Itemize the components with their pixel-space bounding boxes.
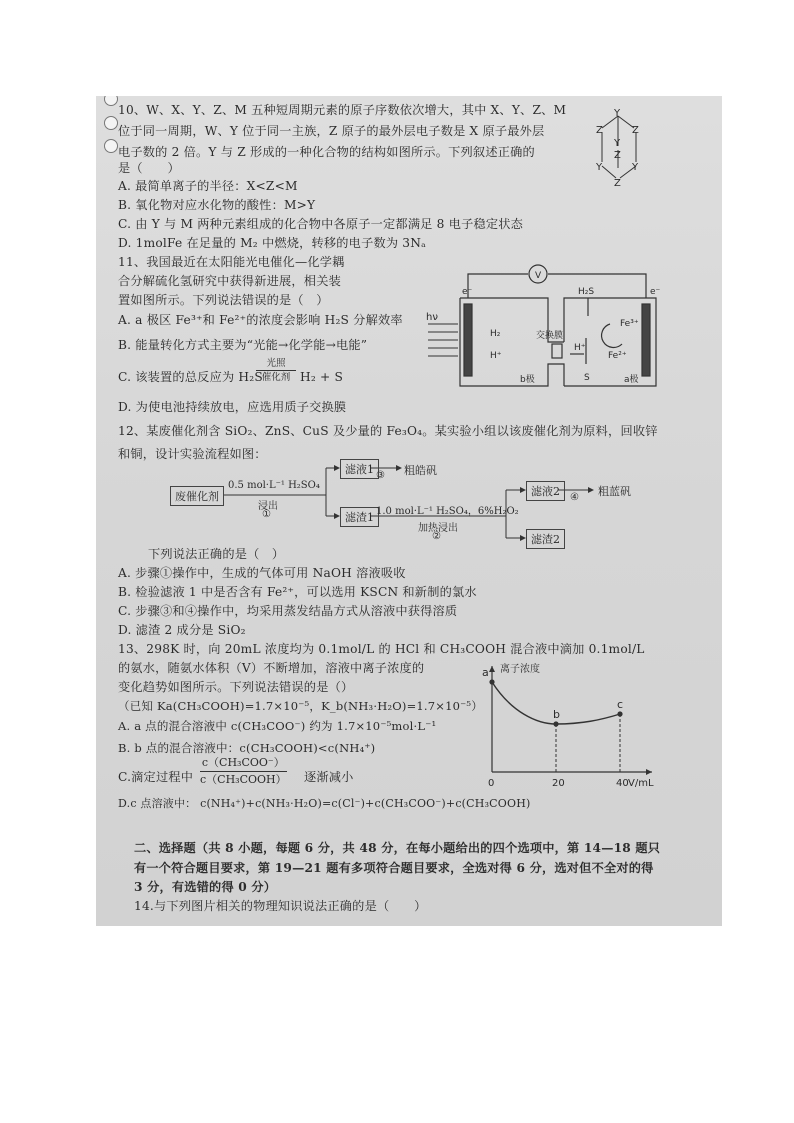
q13-fraction-bar — [200, 771, 287, 772]
hplus-label: H⁺ — [490, 351, 502, 361]
flow-step1-num: ① — [262, 509, 271, 520]
section2-line-2: 有一个符合题目要求，第 19—21 题有多项符合题目要求，全选对得 6 分，选对但不全对的得 — [134, 861, 654, 875]
q10-line-4: 是（ ） — [118, 161, 180, 175]
q11-line-1: 11、我国最近在太阳能光电催化—化学耦 — [118, 255, 345, 269]
q13-line-3: 变化趋势如图所示。下列说法错误的是（） — [118, 680, 354, 694]
q10-line-1: 10、W、X、Y、Z、M 五种短周期元素的原子序数依次增大，其中 X、Y、Z、M — [118, 103, 567, 117]
flow-box-residue1: 滤渣1 — [340, 507, 379, 527]
electron-left: e⁻ — [462, 287, 473, 297]
x-tick-label-40: 40 — [616, 778, 629, 789]
q13-line-4: （已知 Ka(CH₃COOH)=1.7×10⁻⁵，K_b(NH₃·H₂O)=1.7×10⁻⁵） — [118, 699, 483, 713]
struct-y-right: Y — [632, 162, 639, 173]
q12-option-c: C. 步骤③和④操作中，均采用蒸发结晶方式从溶液中获得溶质 — [118, 604, 458, 618]
q11-option-c-prefix: C. 该装置的总反应为 H₂S — [118, 370, 263, 384]
q13-option-a: A. a 点的混合溶液中 c(CH₃COO⁻) 约为 1.7×10⁻⁵mol·L⁻¹ — [118, 719, 437, 733]
q13-line-1: 13、298K 时，向 20mL 浓度均为 0.1mol/L 的 HCl 和 CH₃COOH 混合液中滴加 0.1mol/L — [118, 642, 645, 656]
y-axis-label: 离子浓度 — [500, 664, 540, 675]
struct-z-left: Z — [596, 125, 603, 136]
flow-box-residue2: 滤渣2 — [526, 529, 565, 549]
q11-condition-catalyst: 催化剂 — [261, 372, 291, 383]
q11-condition-light: 光照 — [266, 358, 286, 369]
q10-line-3: 电子数的 2 倍。Y 与 Z 形成的一种化合物的结构如图所示。下列叙述正确的 — [118, 145, 535, 159]
h-arrow-label: H⁺ — [574, 343, 586, 353]
point-label-c: c — [617, 698, 624, 711]
q11-option-d: D. 为使电池持续放电，应选用质子交换膜 — [118, 400, 347, 414]
q11-option-b: B. 能量转化方式主要为“光能→化学能→电能” — [118, 338, 368, 352]
q12-question: 下列说法正确的是（ ） — [148, 547, 285, 561]
section2-line-3: 3 分，有选错的得 0 分） — [134, 880, 277, 894]
q13-fraction-numerator: c（CH₃COO⁻） — [201, 756, 285, 769]
struct-y-mid: Y — [614, 138, 621, 149]
x-tick-label-0: 0 — [488, 778, 495, 789]
flow-step2-reagent: 1.0 mol·L⁻¹ H₂SO₄，6%H₂O₂ — [376, 506, 519, 517]
flow-product1: 粗皓矾 — [404, 464, 437, 477]
q10-line-2: 位于同一周期，W、Y 位于同一主族，Z 原子的最外层电子数是 X 原子最外层 — [118, 124, 545, 138]
q11-condition-line — [256, 370, 296, 371]
q11-line-2: 合分解硫化氢研究中获得新进展，相关装 — [118, 274, 341, 288]
q14-stem: 14.与下列图片相关的物理知识说法正确的是（ ） — [134, 899, 427, 913]
flow-step1-sub: 浸出 — [258, 501, 278, 512]
y-axis-arrow — [489, 666, 495, 672]
q10-option-d: D. 1molFe 在足量的 M₂ 中燃烧，转移的电子数为 3Nₐ — [118, 236, 427, 250]
x-axis-label: V/mL — [628, 778, 654, 789]
flow-box-filtrate2: 滤液2 — [526, 481, 565, 501]
struct-z-bottom: Z — [614, 178, 621, 188]
voltmeter-label: V — [535, 271, 542, 281]
membrane-label: 交换膜 — [536, 331, 564, 341]
flow-product2: 粗蓝矾 — [598, 485, 631, 498]
b-pole-label: b极 — [520, 375, 535, 385]
struct-z-mid: Z — [614, 150, 621, 161]
a-pole-label: a极 — [624, 375, 639, 385]
q10-option-c: C. 由 Y 与 M 两种元素组成的化合物中各原子一定都满足 8 电子稳定状态 — [118, 217, 524, 231]
q13-option-d: D.c 点溶液中： c(NH₄⁺)+c(NH₃·H₂O)=c(Cl⁻)+c(CH₃COO⁻)+c(CH₃COOH) — [118, 797, 531, 810]
x-tick-label-20: 20 — [552, 778, 565, 789]
flow-step3-num: ③ — [376, 470, 385, 481]
x-axis-arrow — [646, 769, 652, 775]
q10-structure-diagram — [590, 106, 650, 188]
q13-fraction — [200, 756, 287, 787]
h2-label: H₂ — [490, 329, 501, 339]
fe3-label: Fe³⁺ — [620, 319, 639, 329]
q10-option-b: B. 氧化物对应水化物的酸性：M>Y — [118, 198, 316, 212]
q11-cell-diagram — [424, 264, 664, 392]
struct-y-left: Y — [596, 162, 603, 173]
flow-step2-sub: 加热浸出 — [418, 523, 458, 534]
q12-option-b: B. 检验滤液 1 中是否含有 Fe²⁺，可以选用 KSCN 和新制的氯水 — [118, 585, 477, 599]
fe2-label: Fe²⁺ — [608, 351, 627, 361]
q13-option-c-prefix: C.滴定过程中 — [118, 770, 194, 784]
q12-line-2: 和铜，设计实验流程如图： — [118, 447, 267, 461]
s-label: S — [584, 373, 590, 383]
electron-right: e⁻ — [650, 287, 661, 297]
point-label-b: b — [553, 708, 560, 721]
q12-option-d: D. 滤渣 2 成分是 SiO₂ — [118, 623, 246, 637]
exam-photo — [96, 96, 722, 926]
binder-hole-2 — [104, 116, 118, 130]
q13-line-2: 的氨水，随氨水体积（V）不断增加，溶液中离子浓度的 — [118, 661, 425, 675]
q13-fraction-denominator: c（CH₃COOH） — [200, 773, 287, 786]
q12-line-1: 12、某废催化剂含 SiO₂、ZnS、CuS 及少量的 Fe₃O₄。某实验小组以该废催化剂为原料，回收锌 — [118, 424, 658, 438]
flow-step2-num: ② — [432, 531, 441, 542]
q10-option-a: A. 最简单离子的半径：X<Z<M — [118, 179, 298, 193]
q13-option-c-suffix: 逐渐减小 — [304, 770, 354, 784]
struct-y-top: Y — [614, 108, 621, 119]
binder-hole-3 — [104, 139, 118, 153]
flow-step1-reagent: 0.5 mol·L⁻¹ H₂SO₄ — [228, 480, 320, 491]
q11-option-c-suffix: H₂ + S — [300, 370, 344, 384]
q13-option-b: B. b 点的混合溶液中：c(CH₃COOH)<c(NH₄⁺) — [118, 741, 376, 755]
q11-option-a: A. a 极区 Fe³⁺和 Fe²⁺的浓度会影响 H₂S 分解效率 — [118, 313, 403, 327]
q13-chart — [470, 654, 660, 794]
q11-line-3: 置如图所示。下列说法错误的是（ ） — [118, 293, 329, 307]
flow-step4-num: ④ — [570, 492, 579, 503]
point-label-a: a — [482, 666, 489, 679]
binder-hole-1 — [104, 96, 118, 106]
flow-box-filtrate1: 滤液1 — [340, 459, 379, 479]
q12-option-a: A. 步骤①操作中，生成的气体可用 NaOH 溶液吸收 — [118, 566, 406, 580]
q11-reaction-condition — [256, 358, 296, 383]
flow-box-start: 废催化剂 — [170, 486, 224, 506]
q12-flowchart — [166, 458, 686, 558]
struct-z-right: Z — [632, 125, 639, 136]
point-a — [489, 679, 494, 684]
h2s-label: H₂S — [578, 287, 595, 297]
section2-line-1: 二、选择题（共 8 小题，每题 6 分，共 48 分，在每小题给出的四个选项中，第 14—18 题只 — [134, 841, 661, 855]
hv-label: hν — [426, 312, 438, 323]
